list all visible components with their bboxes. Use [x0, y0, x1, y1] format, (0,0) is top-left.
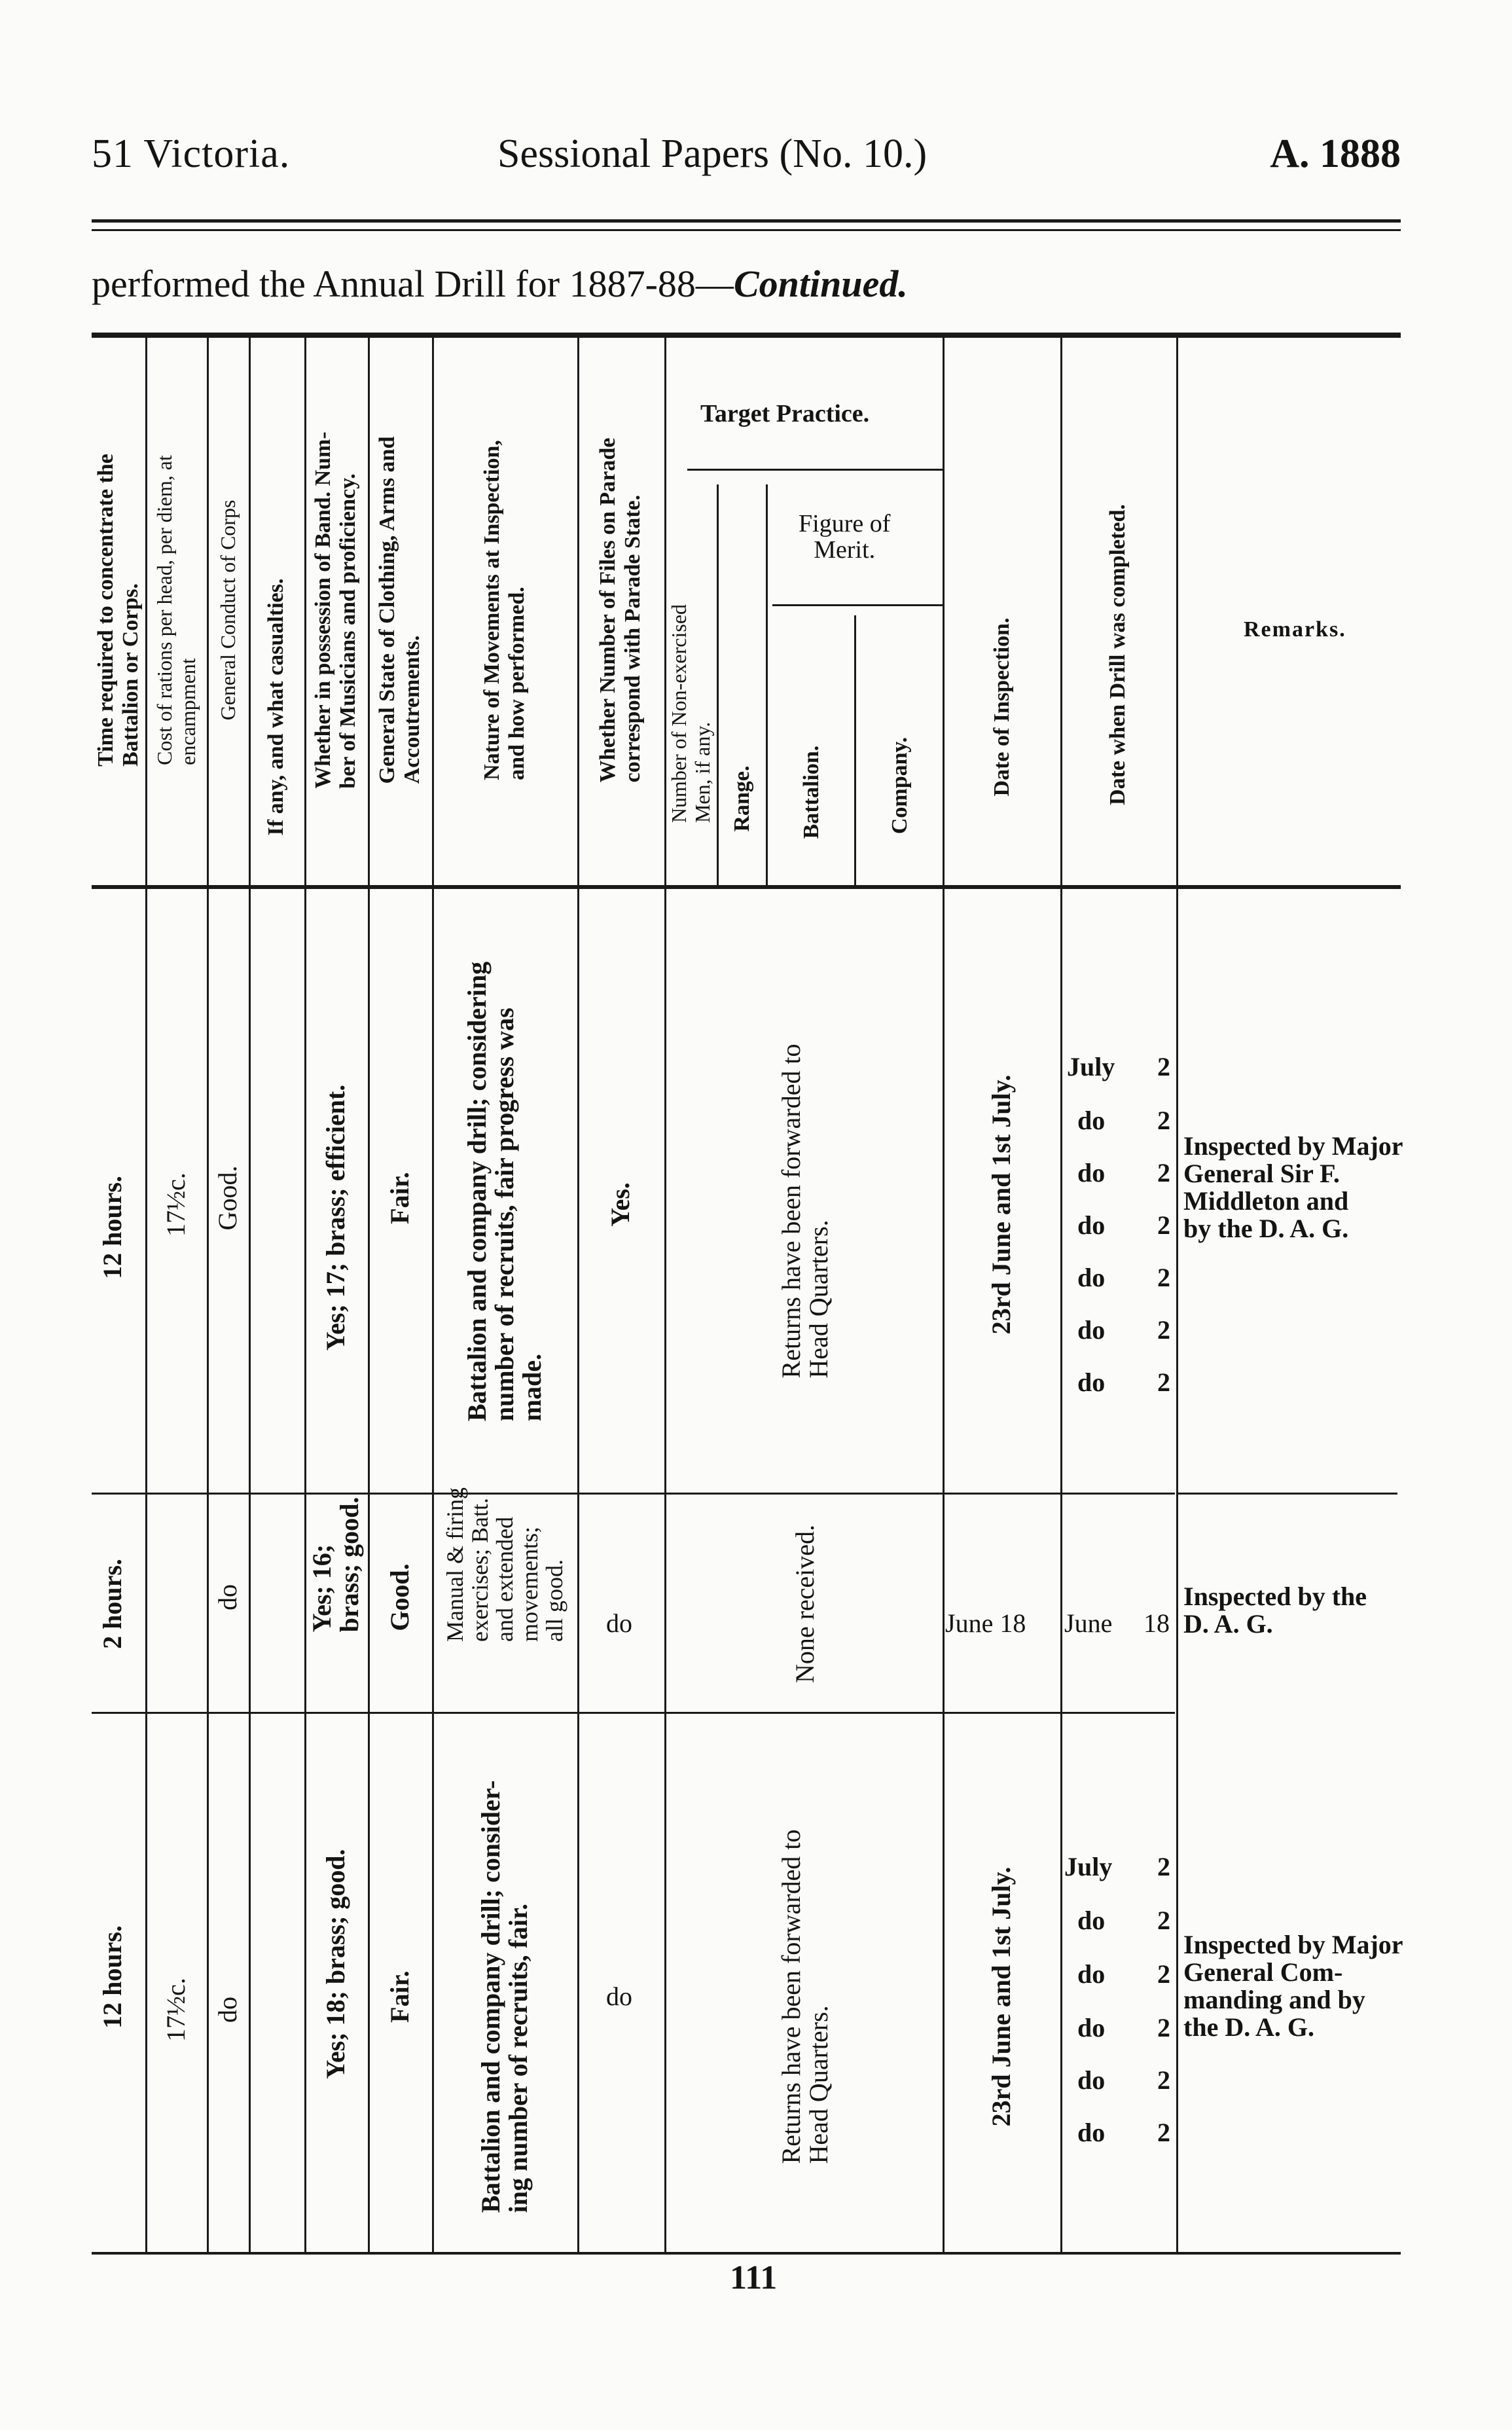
row2-drill-label: June	[1064, 1608, 1113, 1638]
col-header-remarks: Remarks.	[1244, 617, 1346, 642]
row1-drill-day: 2	[1157, 1106, 1170, 1135]
figure-of-merit-rule	[772, 604, 943, 606]
col-rule	[304, 338, 306, 2252]
subtitle-continued: Continued.	[733, 263, 908, 305]
row1-drill-day: 2	[1157, 1315, 1170, 1345]
col-rule	[943, 338, 945, 2252]
col-header-files: Whether Number of Files on Parade correspond with Parade State.	[596, 437, 645, 783]
col-rule	[577, 338, 579, 2252]
col-header-target-practice: Target Practice.	[700, 400, 870, 427]
row1-drill-day: 2	[1157, 1052, 1170, 1081]
col-rule	[249, 338, 251, 2252]
col-rule	[145, 338, 147, 2252]
col-header-date-inspection: Date of Inspection.	[990, 617, 1014, 797]
row3-drill-label: do	[1077, 2065, 1106, 2095]
row1-drill-day: 2	[1157, 1263, 1170, 1292]
header-bottom-rule	[92, 885, 1401, 889]
row1-drill-label: do	[1077, 1315, 1106, 1345]
page-number: 111	[730, 2259, 778, 2296]
row3-drill-label: July	[1064, 1852, 1113, 1881]
row1-conduct: Good.	[213, 1165, 242, 1231]
col-header-band: Whether in possession of Band. Num- ber of Musicians and proficiency.	[311, 431, 360, 789]
row2-remarks: Inspected by the D. A. G.	[1183, 1582, 1367, 1639]
col-rule	[368, 338, 370, 2252]
col-rule	[717, 484, 719, 885]
col-header-clothing: General State of Clothing, Arms and Accoutrements.	[375, 436, 424, 784]
row3-conduct: do	[213, 1997, 242, 2023]
row1-files: Yes.	[605, 1182, 635, 1227]
col-header-date-drill: Date when Drill was completed.	[1106, 504, 1130, 805]
row3-drill-day: 2	[1157, 2013, 1170, 2042]
header-rule-top	[92, 219, 1401, 223]
row2-movements: Manual & firing exercises; Batt. and extended movements; all good.	[442, 1487, 567, 1642]
subtitle-text: performed the Annual Drill for 1887-88—	[92, 263, 734, 305]
col-header-time: Time required to concentrate the Battalion or Corps.	[94, 454, 143, 767]
row2-drill-day: 18	[1143, 1608, 1170, 1638]
col-header-movements: Nature of Movements at Inspection, and how performed.	[480, 440, 529, 780]
row1-drill-day: 2	[1157, 1368, 1170, 1397]
row3-time: 12 hours.	[98, 1925, 127, 2029]
col-rule	[1176, 338, 1178, 2252]
row1-drill-label: do	[1077, 1263, 1106, 1292]
row3-movements: Battalion and company drill; consider- ing number of recruits, fair.	[476, 1780, 533, 2213]
col-header-range: Range.	[730, 765, 754, 832]
row3-band: Yes; 18; brass; good.	[321, 1849, 350, 2079]
row3-date-inspection: 23rd June and 1st July.	[986, 1866, 1016, 2127]
row3-drill-day: 2	[1157, 1852, 1170, 1881]
col-header-cost: Cost of rations per head, per diem, at encampment	[153, 455, 200, 765]
row1-date-inspection: 23rd June and 1st July.	[986, 1074, 1016, 1335]
row3-drill-day: 2	[1157, 1959, 1170, 1989]
table-subtitle	[92, 262, 908, 306]
row1-drill-label: do	[1077, 1106, 1106, 1135]
col-header-non-exercised: Number of Non-exercised Men, if any.	[667, 604, 714, 824]
row2-band: Yes; 16; brass; good.	[307, 1496, 364, 1633]
row3-clothing: Fair.	[385, 1970, 414, 2023]
row1-drill-label: do	[1077, 1210, 1106, 1240]
row2-date-inspection: June 18	[945, 1608, 1026, 1638]
row1-clothing: Fair.	[385, 1172, 414, 1224]
row3-cost: 17½c.	[161, 1978, 190, 2042]
row2-conduct: do	[213, 1584, 242, 1610]
row3-target: Returns have been forwarded to Head Quarters.	[776, 1829, 833, 2164]
row3-files: do	[606, 1982, 632, 2011]
table-bottom-rule	[92, 2252, 1401, 2255]
row2-clothing: Good.	[385, 1563, 414, 1631]
row3-drill-day: 2	[1157, 2065, 1170, 2095]
row1-remarks: Inspected by Major General Sir F. Middleton and by the D. A. G.	[1183, 1131, 1403, 1243]
table-top-rule	[92, 333, 1401, 338]
col-rule	[432, 338, 434, 2252]
row3-drill-day: 2	[1157, 1906, 1170, 1935]
header-title: Sessional Papers (No. 10.)	[497, 132, 927, 176]
row2-time: 2 hours.	[98, 1559, 127, 1649]
col-rule	[664, 338, 666, 2252]
row3-remarks: Inspected by Major General Com- manding and by the D. A. G.	[1183, 1930, 1403, 2042]
col-header-figure-of-merit: Figure of Merit.	[799, 510, 891, 564]
header-session: 51 Victoria.	[92, 132, 291, 176]
row1-drill-label: do	[1077, 1158, 1106, 1188]
col-rule	[766, 484, 768, 885]
row1-target: Returns have been forwarded to Head Quarters.	[776, 1043, 833, 1379]
col-rule	[1060, 338, 1062, 2252]
row3-drill-label: do	[1077, 1959, 1106, 1989]
row-sep-1a	[92, 1493, 1175, 1495]
row1-time: 12 hours.	[98, 1176, 127, 1279]
row3-drill-label: do	[1077, 2118, 1106, 2147]
row1-band: Yes; 17; brass; efficient.	[321, 1084, 350, 1351]
row1-drill-day: 2	[1157, 1158, 1170, 1188]
row1-movements: Battalion and company drill; considering number of recruits, fair progress was made.	[462, 961, 547, 1422]
row2-target: None received.	[790, 1524, 819, 1684]
row3-drill-label: do	[1077, 2013, 1106, 2042]
row1-drill-day: 2	[1157, 1210, 1170, 1240]
col-header-company: Company.	[888, 736, 912, 835]
col-rule	[207, 338, 209, 2252]
col-rule	[854, 615, 856, 885]
row1-drill-label: do	[1077, 1368, 1106, 1397]
row3-drill-day: 2	[1157, 2118, 1170, 2147]
header-rule-bottom	[92, 229, 1401, 231]
row-sep-1b	[1178, 1493, 1397, 1495]
row1-drill-label: July	[1067, 1052, 1115, 1081]
row-sep-2a	[92, 1712, 1175, 1714]
row1-cost: 17½c.	[161, 1172, 190, 1237]
target-practice-rule	[687, 469, 943, 471]
col-header-casualties: If any, and what casualties.	[264, 578, 288, 836]
col-header-conduct: General Conduct of Corps	[216, 499, 240, 721]
col-header-battalion: Battalion.	[799, 745, 823, 839]
row3-drill-label: do	[1077, 1906, 1106, 1935]
row2-files: do	[606, 1608, 632, 1638]
header-year: A. 1888	[1270, 132, 1401, 176]
